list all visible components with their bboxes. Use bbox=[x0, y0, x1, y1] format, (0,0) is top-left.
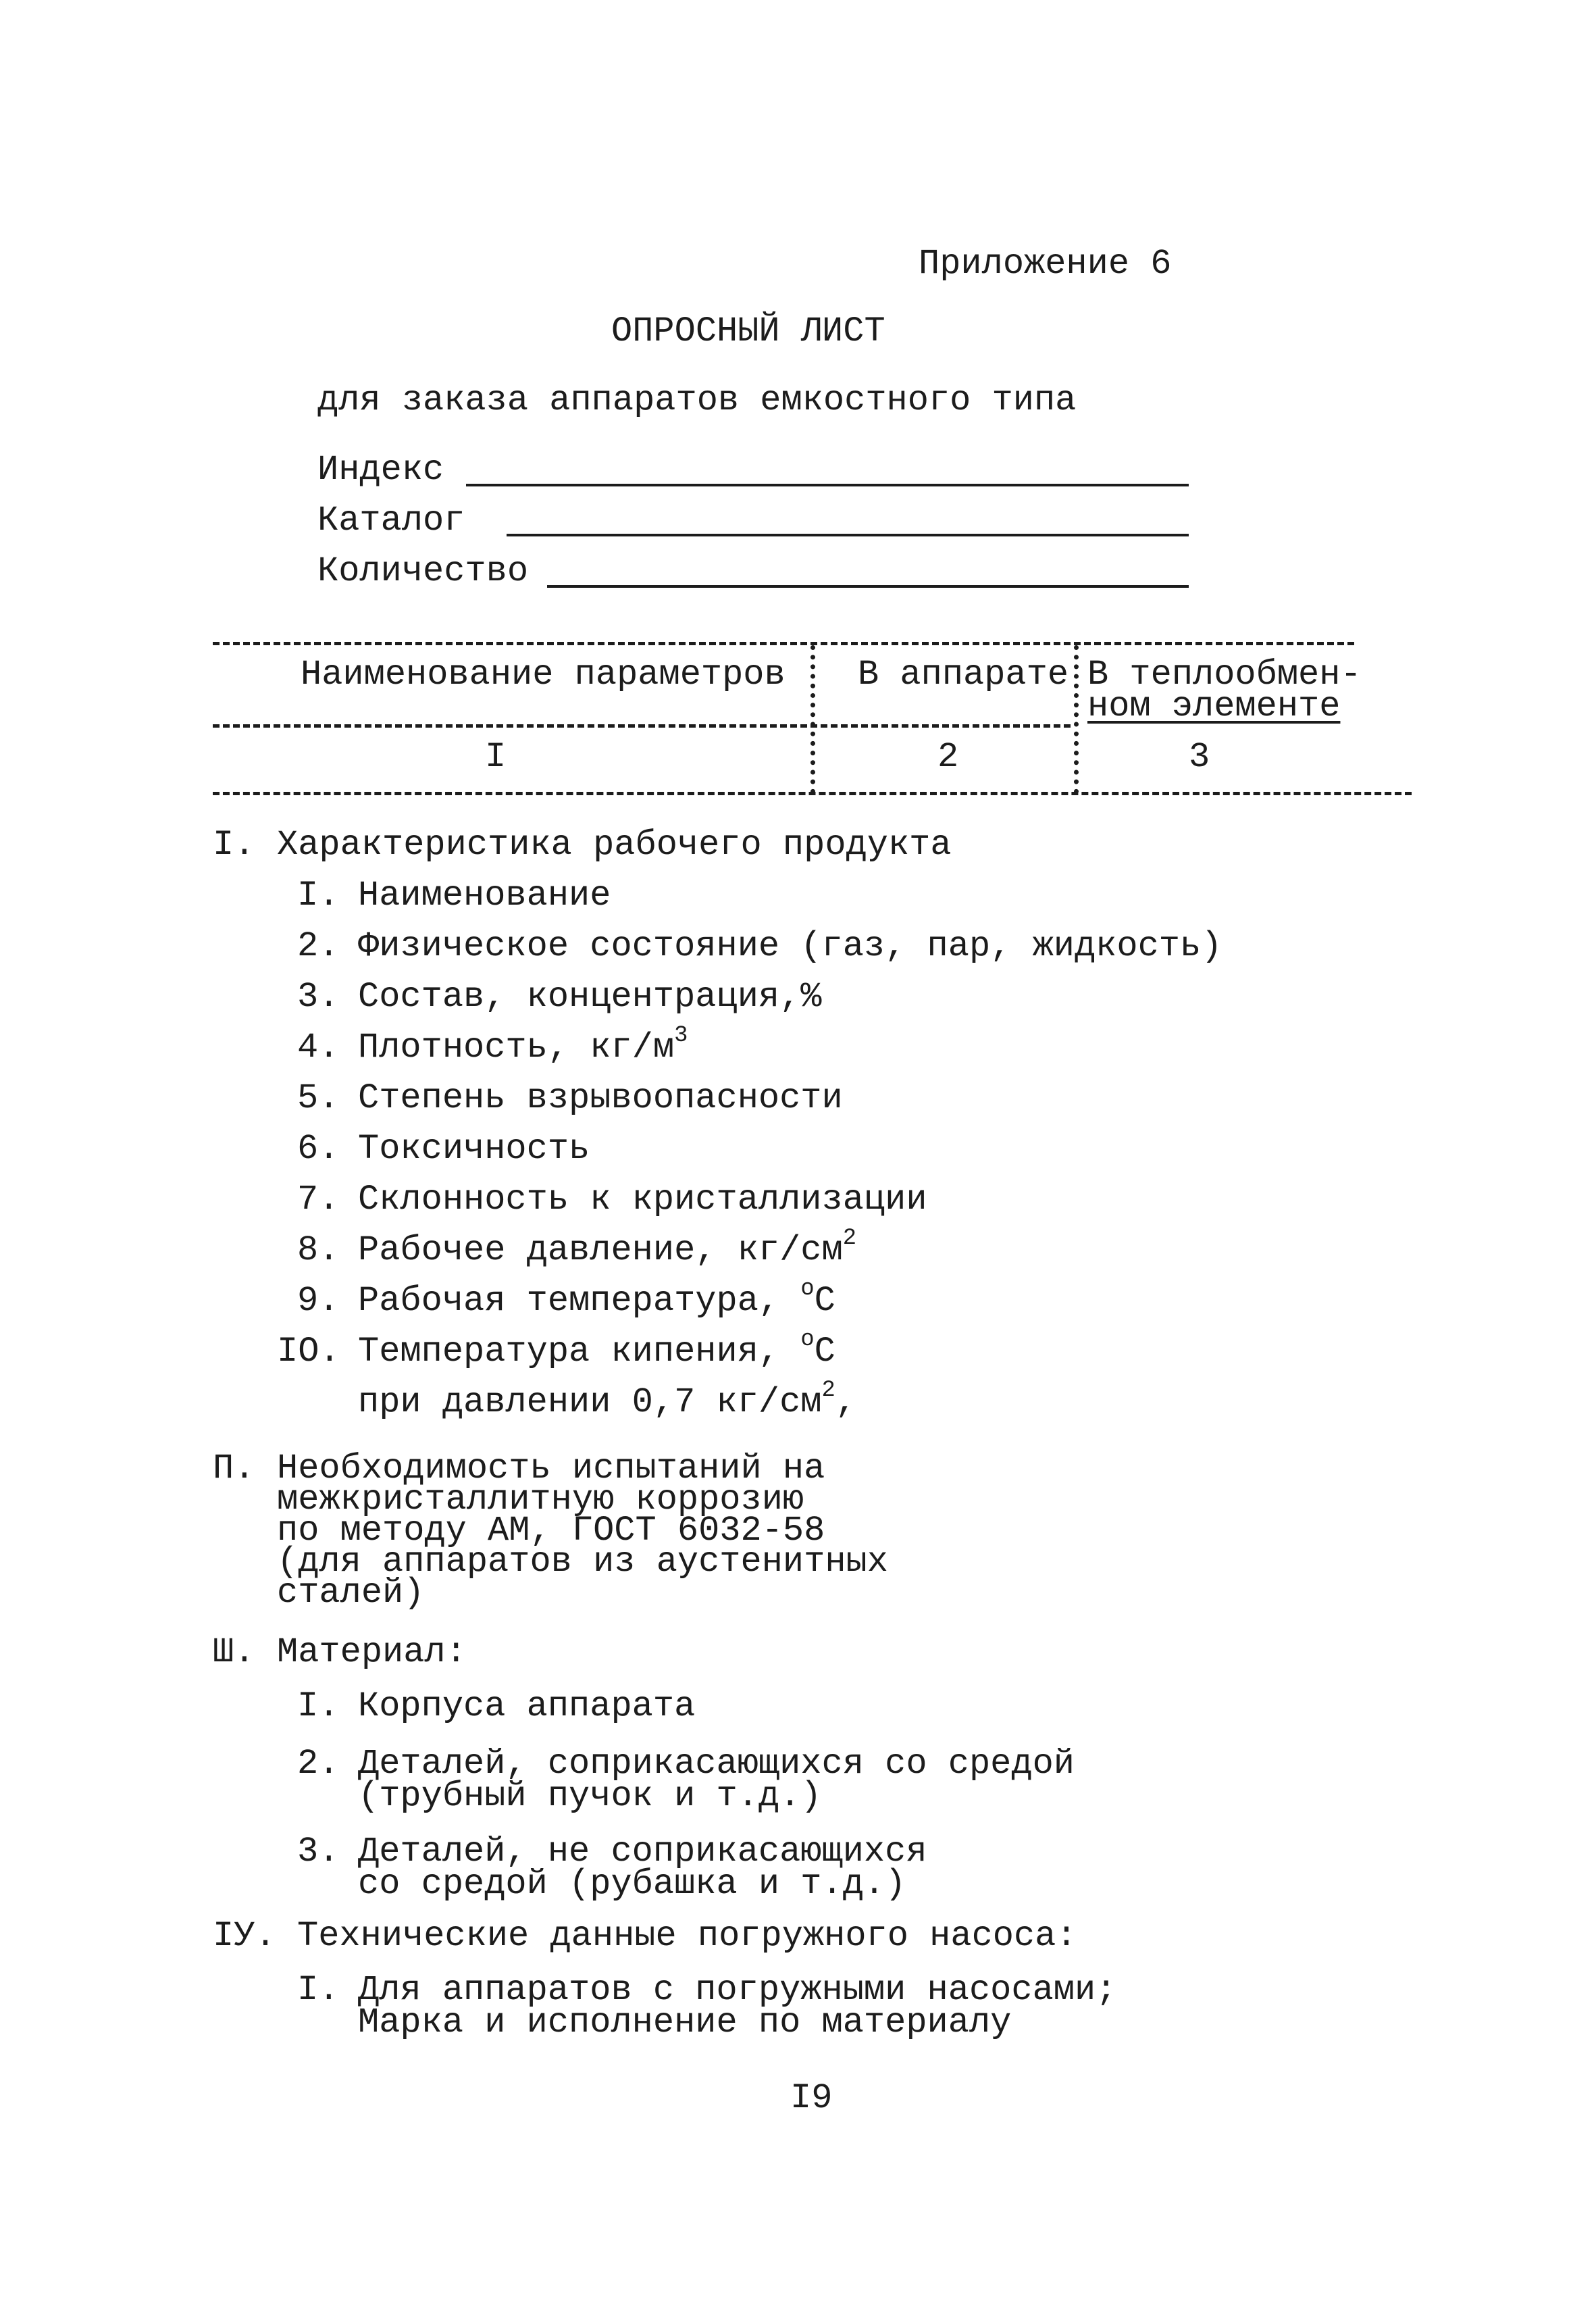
table-col-divider-2 bbox=[1074, 645, 1079, 794]
field-input-catalog[interactable] bbox=[507, 534, 1189, 536]
s1-item-10-number: IO. bbox=[277, 1332, 340, 1372]
s3-item-2-number: 2. bbox=[297, 1744, 340, 1784]
s1-item-9-text: Рабочая температура, $^о$С bbox=[358, 1276, 835, 1321]
s1-item-8-number: 8. bbox=[297, 1230, 340, 1270]
page-subtitle: для заказа аппаратов емкостного типа bbox=[317, 380, 1077, 420]
s2-line-4: (для аппаратов из аустенитных bbox=[277, 1542, 888, 1582]
s2-line-3: по методу АМ, ГОСТ 6032-58 bbox=[277, 1511, 825, 1551]
s4-item-1-line-2: Марка и исполнение по материалу bbox=[358, 2003, 1012, 2042]
s1-item-10-continuation: при давлении 0,7 $кг/см^2$, bbox=[358, 1377, 857, 1422]
s1-item-7-text: Склонность к кристаллизации bbox=[358, 1180, 927, 1219]
s4-item-1-line-1: Для аппаратов с погружными насосами; bbox=[358, 1970, 1117, 2010]
s2-line-5: сталей) bbox=[277, 1573, 425, 1613]
s3-item-3-number: 3. bbox=[297, 1832, 340, 1871]
s1-item-7-number: 7. bbox=[297, 1180, 340, 1219]
page-number: I9 bbox=[790, 2078, 833, 2118]
s3-item-3-line-1: Деталей, не соприкасающихся bbox=[358, 1832, 927, 1871]
s1-item-1-number: I. bbox=[297, 876, 340, 915]
s3-item-2-line-2: (трубный пучок и т.д.) bbox=[358, 1776, 822, 1816]
table-mid-rule bbox=[213, 724, 1071, 728]
field-input-quantity[interactable] bbox=[547, 585, 1189, 588]
table-top-rule bbox=[213, 642, 1354, 645]
field-label-quantity: Количество bbox=[317, 551, 529, 591]
s1-item-9-number: 9. bbox=[297, 1281, 340, 1321]
table-col3-header-line2: ном элементе bbox=[1087, 686, 1341, 726]
s1-item-6-number: 6. bbox=[297, 1129, 340, 1169]
s1-item-6-text: Токсичность bbox=[358, 1129, 590, 1169]
s3-item-1-number: I. bbox=[297, 1686, 340, 1726]
s1-item-10-cont-sup: 2 bbox=[821, 1377, 835, 1403]
section-4-number: IУ. bbox=[213, 1916, 276, 1956]
s1-item-10-degree: о bbox=[800, 1326, 815, 1353]
table-col2-number: 2 bbox=[937, 737, 959, 777]
s1-item-2-text: Физическое состояние (газ, пар, жидкость) bbox=[358, 926, 1222, 966]
s1-item-3-number: 3. bbox=[297, 977, 340, 1017]
s1-item-5-number: 5. bbox=[297, 1078, 340, 1118]
s2-line-1: Необходимость испытаний на bbox=[277, 1449, 825, 1488]
s3-item-2-line-1: Деталей, соприкасающихся со средой bbox=[358, 1744, 1075, 1784]
section-1-number: I. bbox=[213, 825, 255, 865]
section-1-title: Характеристика рабочего продукта bbox=[277, 825, 952, 865]
s1-item-4-sup: 3 bbox=[674, 1022, 688, 1049]
table-col1-number: I bbox=[485, 737, 507, 777]
section-3-title: Материал: bbox=[277, 1632, 467, 1672]
s1-item-4-text: Плотность, $кг/м^3$ bbox=[358, 1022, 688, 1067]
s1-item-9-degree: о bbox=[800, 1276, 815, 1302]
s1-item-2-number: 2. bbox=[297, 926, 340, 966]
s1-item-1-text: Наименование bbox=[358, 876, 611, 915]
s4-item-1-number: I. bbox=[297, 1970, 340, 2010]
s2-line-2: межкристаллитную коррозию bbox=[277, 1480, 804, 1519]
field-label-catalog: Каталог bbox=[317, 501, 465, 540]
s1-item-8-text: Рабочее давление, $кг/см^2$ bbox=[358, 1225, 857, 1270]
s1-item-3-text: Состав, концентрация,% bbox=[358, 977, 822, 1017]
table-col2-header: В аппарате bbox=[858, 655, 1069, 695]
section-3-number: Ш. bbox=[213, 1632, 255, 1672]
section-2-number: П. bbox=[213, 1449, 255, 1488]
s3-item-3-line-2: со средой (рубашка и т.д.) bbox=[358, 1864, 906, 1904]
s1-item-10-text: Температура кипения, $^о$С bbox=[358, 1326, 835, 1372]
section-4-title: Технические данные погружного насоса: bbox=[297, 1916, 1077, 1956]
s1-item-5-text: Степень взрывоопасности bbox=[358, 1078, 843, 1118]
table-col1-header: Наименование параметров bbox=[301, 655, 786, 695]
field-label-index: Индекс bbox=[317, 450, 444, 490]
field-input-index[interactable] bbox=[466, 484, 1189, 486]
table-col3-header-line1: В теплообмен- bbox=[1087, 655, 1362, 695]
table-col3-number: 3 bbox=[1189, 737, 1210, 777]
appendix-label: Приложение 6 bbox=[919, 244, 1172, 284]
s1-item-4-number: 4. bbox=[297, 1028, 340, 1067]
page-title: ОПРОСНЫЙ ЛИСТ bbox=[611, 311, 885, 351]
s1-item-8-sup: 2 bbox=[842, 1225, 857, 1251]
table-col-divider-1 bbox=[810, 645, 815, 794]
s3-item-1-line-1: Корпуса аппарата bbox=[358, 1686, 696, 1726]
